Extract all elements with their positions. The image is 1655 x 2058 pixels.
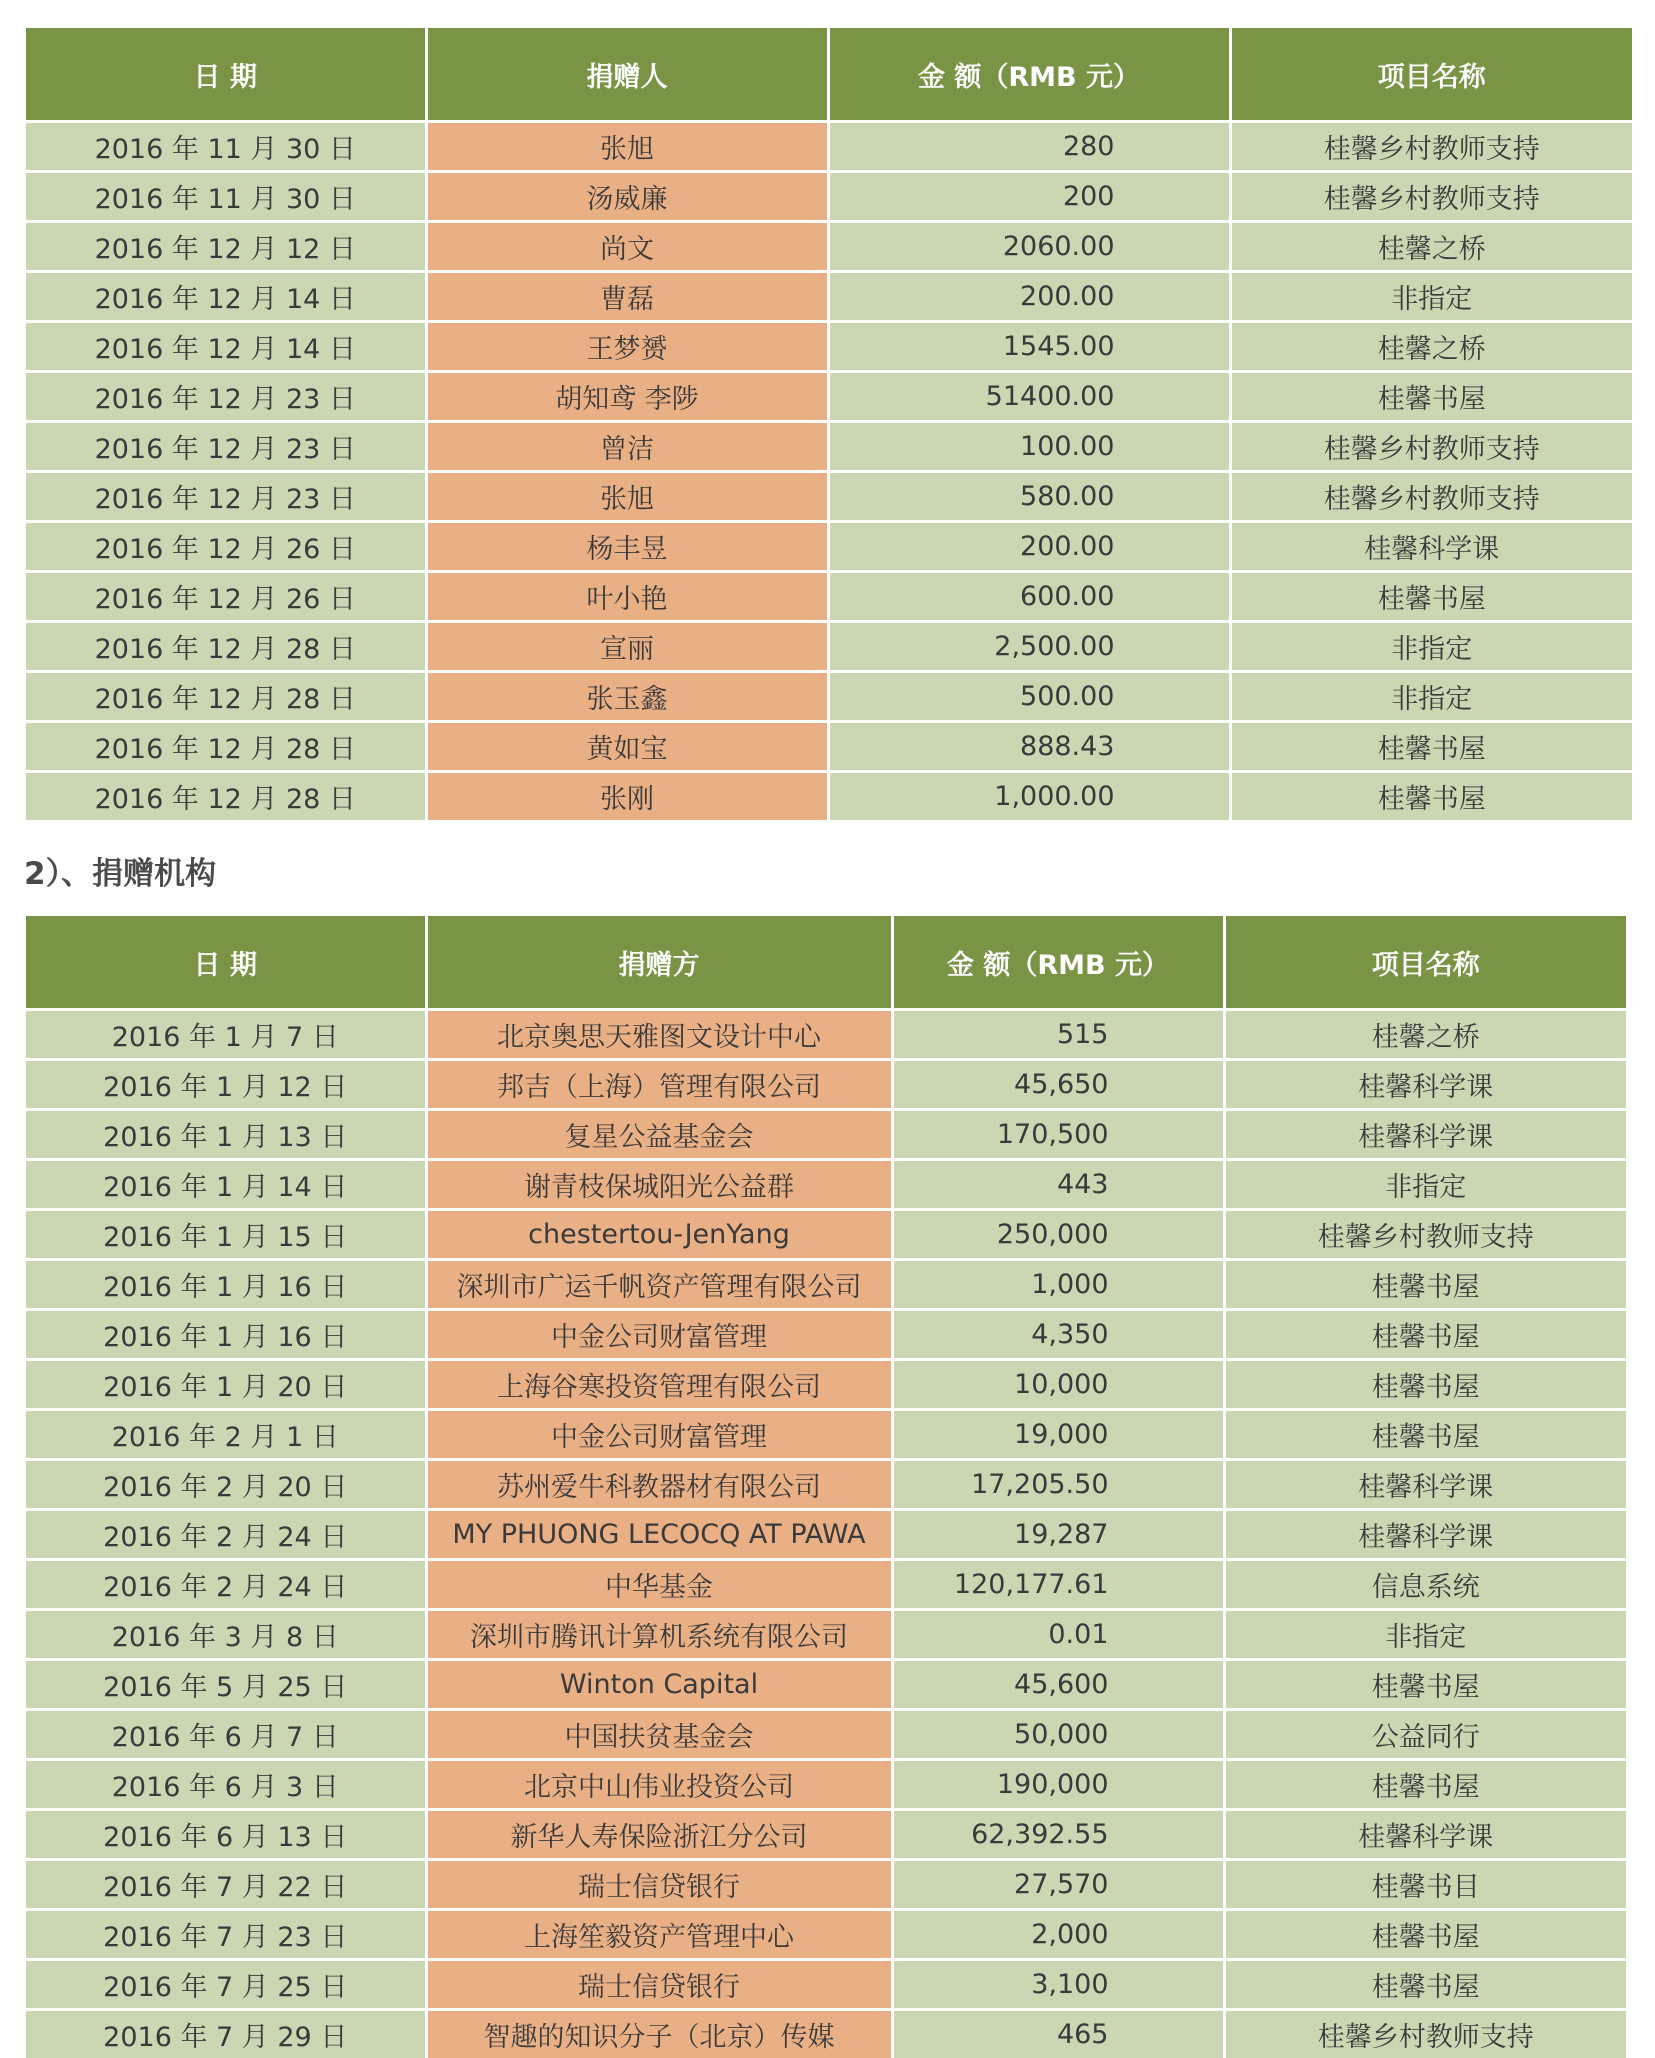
- table-row: [26, 1760, 1626, 1810]
- table-row: [26, 122, 1632, 172]
- cell-donor: 曹磊: [426, 272, 828, 322]
- institution-donations-table: [26, 916, 1626, 2058]
- header-amount: 金 额（RMB 元）: [892, 916, 1224, 1010]
- cell-date: 2016 年 11 月 30 日: [26, 122, 426, 172]
- cell-date: 2016 年 12 月 28 日: [26, 772, 426, 821]
- cell-donor: 瑞士信贷银行: [426, 1860, 892, 1910]
- table-header-row: [26, 916, 1626, 1010]
- cell-date: 2016 年 12 月 23 日: [26, 372, 426, 422]
- cell-amount: 17,205.50: [892, 1460, 1224, 1510]
- cell-donor: 智趣的知识分子（北京）传媒: [426, 2010, 892, 2058]
- cell-date: 2016 年 1 月 20 日: [26, 1360, 426, 1410]
- cell-donor: 张旭: [426, 472, 828, 522]
- header-amount: 金 额（RMB 元）: [828, 28, 1230, 122]
- cell-project: 非指定: [1224, 1610, 1626, 1660]
- cell-date: 2016 年 1 月 15 日: [26, 1210, 426, 1260]
- cell-date: 2016 年 1 月 16 日: [26, 1260, 426, 1310]
- cell-amount: 1,000: [892, 1260, 1224, 1310]
- cell-date: 2016 年 2 月 20 日: [26, 1460, 426, 1510]
- cell-project: 桂馨之桥: [1224, 1010, 1626, 1060]
- cell-project: 桂馨乡村教师支持: [1230, 172, 1632, 222]
- cell-amount: 200: [828, 172, 1230, 222]
- cell-date: 2016 年 2 月 24 日: [26, 1560, 426, 1610]
- table-row: [26, 522, 1632, 572]
- header-donor-org: 捐赠方: [426, 916, 892, 1010]
- cell-project: 桂馨之桥: [1230, 322, 1632, 372]
- cell-project: 桂馨乡村教师支持: [1230, 472, 1632, 522]
- cell-date: 2016 年 6 月 3 日: [26, 1760, 426, 1810]
- cell-donor: 叶小艳: [426, 572, 828, 622]
- cell-date: 2016 年 2 月 1 日: [26, 1410, 426, 1460]
- cell-date: 2016 年 7 月 25 日: [26, 1960, 426, 2010]
- cell-donor: 黄如宝: [426, 722, 828, 772]
- cell-amount: 51400.00: [828, 372, 1230, 422]
- cell-amount: 0.01: [892, 1610, 1224, 1660]
- table-row: [26, 722, 1632, 772]
- cell-amount: 250,000: [892, 1210, 1224, 1260]
- table-row: [26, 2010, 1626, 2058]
- cell-amount: 170,500: [892, 1110, 1224, 1160]
- cell-project: 桂馨科学课: [1224, 1460, 1626, 1510]
- header-project: 项目名称: [1230, 28, 1632, 122]
- header-project: 项目名称: [1224, 916, 1626, 1010]
- cell-amount: 515: [892, 1010, 1224, 1060]
- cell-amount: 600.00: [828, 572, 1230, 622]
- cell-amount: 10,000: [892, 1360, 1224, 1410]
- table-header-row: [26, 28, 1632, 122]
- cell-amount: 3,100: [892, 1960, 1224, 2010]
- cell-project: 桂馨书屋: [1224, 1910, 1626, 1960]
- cell-donor: 胡知鸢 李陟: [426, 372, 828, 422]
- cell-amount: 45,650: [892, 1060, 1224, 1110]
- cell-project: 桂馨书目: [1224, 1860, 1626, 1910]
- cell-project: 公益同行: [1224, 1710, 1626, 1760]
- cell-date: 2016 年 7 月 22 日: [26, 1860, 426, 1910]
- cell-project: 桂馨科学课: [1224, 1060, 1626, 1110]
- cell-donor: Winton Capital: [426, 1660, 892, 1710]
- cell-date: 2016 年 1 月 12 日: [26, 1060, 426, 1110]
- table-row: [26, 1260, 1626, 1310]
- table-row: [26, 1360, 1626, 1410]
- cell-amount: 443: [892, 1160, 1224, 1210]
- cell-project: 桂馨之桥: [1230, 222, 1632, 272]
- cell-donor: MY PHUONG LECOCQ AT PAWA: [426, 1510, 892, 1560]
- cell-amount: 500.00: [828, 672, 1230, 722]
- cell-date: 2016 年 12 月 28 日: [26, 722, 426, 772]
- cell-date: 2016 年 12 月 23 日: [26, 422, 426, 472]
- table-row: [26, 1460, 1626, 1510]
- cell-date: 2016 年 12 月 28 日: [26, 672, 426, 722]
- cell-amount: 100.00: [828, 422, 1230, 472]
- cell-date: 2016 年 11 月 30 日: [26, 172, 426, 222]
- cell-donor: 宣丽: [426, 622, 828, 672]
- cell-project: 非指定: [1230, 272, 1632, 322]
- cell-donor: 深圳市腾讯计算机系统有限公司: [426, 1610, 892, 1660]
- cell-donor: 王梦赟: [426, 322, 828, 372]
- cell-date: 2016 年 12 月 14 日: [26, 322, 426, 372]
- cell-amount: 2060.00: [828, 222, 1230, 272]
- cell-date: 2016 年 12 月 26 日: [26, 522, 426, 572]
- table-row: [26, 1710, 1626, 1760]
- cell-project: 桂馨书屋: [1230, 772, 1632, 821]
- cell-amount: 200.00: [828, 522, 1230, 572]
- cell-project: 非指定: [1224, 1160, 1626, 1210]
- individual-donations-table: [26, 28, 1632, 820]
- cell-date: 2016 年 5 月 25 日: [26, 1660, 426, 1710]
- cell-project: 桂馨书屋: [1224, 1360, 1626, 1410]
- cell-date: 2016 年 12 月 23 日: [26, 472, 426, 522]
- cell-date: 2016 年 12 月 28 日: [26, 622, 426, 672]
- header-date: 日 期: [26, 916, 426, 1010]
- cell-amount: 45,600: [892, 1660, 1224, 1710]
- cell-project: 桂馨书屋: [1230, 722, 1632, 772]
- cell-donor: chestertou-JenYang: [426, 1210, 892, 1260]
- cell-donor: 杨丰昱: [426, 522, 828, 572]
- cell-amount: 62,392.55: [892, 1810, 1224, 1860]
- cell-project: 非指定: [1230, 622, 1632, 672]
- table-row: [26, 1310, 1626, 1360]
- cell-date: 2016 年 12 月 14 日: [26, 272, 426, 322]
- table-row: [26, 322, 1632, 372]
- cell-project: 桂馨书屋: [1224, 1760, 1626, 1810]
- table-row: [26, 372, 1632, 422]
- cell-project: 桂馨书屋: [1224, 1410, 1626, 1460]
- cell-date: 2016 年 6 月 13 日: [26, 1810, 426, 1860]
- cell-project: 桂馨乡村教师支持: [1230, 422, 1632, 472]
- header-donor: 捐赠人: [426, 28, 828, 122]
- table-row: [26, 1160, 1626, 1210]
- cell-donor: 中华基金: [426, 1560, 892, 1610]
- table-row: [26, 1810, 1626, 1860]
- cell-date: 2016 年 1 月 7 日: [26, 1010, 426, 1060]
- cell-donor: 瑞士信贷银行: [426, 1960, 892, 2010]
- table-row: [26, 222, 1632, 272]
- cell-amount: 4,350: [892, 1310, 1224, 1360]
- cell-project: 桂馨乡村教师支持: [1230, 122, 1632, 172]
- table-row: [26, 422, 1632, 472]
- table-row: [26, 1660, 1626, 1710]
- cell-donor: 北京中山伟业投资公司: [426, 1760, 892, 1810]
- cell-amount: 19,000: [892, 1410, 1224, 1460]
- cell-project: 桂馨书屋: [1224, 1660, 1626, 1710]
- cell-amount: 2,500.00: [828, 622, 1230, 672]
- table-row: [26, 622, 1632, 672]
- cell-project: 桂馨科学课: [1224, 1110, 1626, 1160]
- cell-date: 2016 年 6 月 7 日: [26, 1710, 426, 1760]
- cell-donor: 谢青枝保城阳光公益群: [426, 1160, 892, 1210]
- table-row: [26, 1910, 1626, 1960]
- table-row: [26, 772, 1632, 821]
- cell-donor: 中金公司财富管理: [426, 1410, 892, 1460]
- cell-amount: 1,000.00: [828, 772, 1230, 821]
- table-row: [26, 672, 1632, 722]
- cell-amount: 280: [828, 122, 1230, 172]
- table-row: [26, 1110, 1626, 1160]
- table-row: [26, 272, 1632, 322]
- cell-amount: 465: [892, 2010, 1224, 2058]
- cell-date: 2016 年 12 月 26 日: [26, 572, 426, 622]
- cell-amount: 1545.00: [828, 322, 1230, 372]
- cell-project: 桂馨乡村教师支持: [1224, 2010, 1626, 2058]
- cell-amount: 27,570: [892, 1860, 1224, 1910]
- table-row: [26, 1210, 1626, 1260]
- cell-date: 2016 年 1 月 14 日: [26, 1160, 426, 1210]
- cell-donor: 汤威廉: [426, 172, 828, 222]
- cell-amount: 190,000: [892, 1760, 1224, 1810]
- cell-project: 桂馨书屋: [1224, 1960, 1626, 2010]
- cell-donor: 尚文: [426, 222, 828, 272]
- cell-date: 2016 年 2 月 24 日: [26, 1510, 426, 1560]
- table-row: [26, 1010, 1626, 1060]
- table-row: [26, 1410, 1626, 1460]
- cell-donor: 复星公益基金会: [426, 1110, 892, 1160]
- table-row: [26, 172, 1632, 222]
- table-row: [26, 1510, 1626, 1560]
- cell-donor: 中国扶贫基金会: [426, 1710, 892, 1760]
- table-row: [26, 1960, 1626, 2010]
- table-row: [26, 572, 1632, 622]
- cell-date: 2016 年 1 月 16 日: [26, 1310, 426, 1360]
- cell-project: 桂馨科学课: [1224, 1510, 1626, 1560]
- cell-donor: 中金公司财富管理: [426, 1310, 892, 1360]
- cell-donor: 张玉鑫: [426, 672, 828, 722]
- cell-donor: 邦吉（上海）管理有限公司: [426, 1060, 892, 1110]
- cell-project: 桂馨科学课: [1230, 522, 1632, 572]
- cell-project: 桂馨书屋: [1230, 372, 1632, 422]
- cell-donor: 上海笙毅资产管理中心: [426, 1910, 892, 1960]
- table-row: [26, 1610, 1626, 1660]
- cell-date: 2016 年 1 月 13 日: [26, 1110, 426, 1160]
- cell-amount: 580.00: [828, 472, 1230, 522]
- table-row: [26, 472, 1632, 522]
- cell-donor: 张刚: [426, 772, 828, 821]
- cell-project: 桂馨书屋: [1224, 1260, 1626, 1310]
- cell-amount: 2,000: [892, 1910, 1224, 1960]
- cell-donor: 张旭: [426, 122, 828, 172]
- cell-project: 非指定: [1230, 672, 1632, 722]
- cell-donor: 深圳市广运千帆资产管理有限公司: [426, 1260, 892, 1310]
- table-row: [26, 1860, 1626, 1910]
- cell-donor: 北京奥思天雅图文设计中心: [426, 1010, 892, 1060]
- cell-amount: 888.43: [828, 722, 1230, 772]
- cell-date: 2016 年 3 月 8 日: [26, 1610, 426, 1660]
- cell-amount: 19,287: [892, 1510, 1224, 1560]
- cell-amount: 120,177.61: [892, 1560, 1224, 1610]
- section-title-institutions: 2）、捐赠机构: [24, 848, 216, 893]
- cell-amount: 50,000: [892, 1710, 1224, 1760]
- header-date: 日 期: [26, 28, 426, 122]
- cell-date: 2016 年 7 月 29 日: [26, 2010, 426, 2058]
- cell-donor: 上海谷寒投资管理有限公司: [426, 1360, 892, 1410]
- table-row: [26, 1060, 1626, 1110]
- cell-project: 桂馨书屋: [1230, 572, 1632, 622]
- cell-donor: 新华人寿保险浙江分公司: [426, 1810, 892, 1860]
- cell-project: 桂馨乡村教师支持: [1224, 1210, 1626, 1260]
- cell-project: 桂馨科学课: [1224, 1810, 1626, 1860]
- cell-date: 2016 年 7 月 23 日: [26, 1910, 426, 1960]
- cell-donor: 苏州爱牛科教器材有限公司: [426, 1460, 892, 1510]
- cell-project: 桂馨书屋: [1224, 1310, 1626, 1360]
- cell-date: 2016 年 12 月 12 日: [26, 222, 426, 272]
- cell-donor: 曾洁: [426, 422, 828, 472]
- table-row: [26, 1560, 1626, 1610]
- cell-amount: 200.00: [828, 272, 1230, 322]
- cell-project: 信息系统: [1224, 1560, 1626, 1610]
